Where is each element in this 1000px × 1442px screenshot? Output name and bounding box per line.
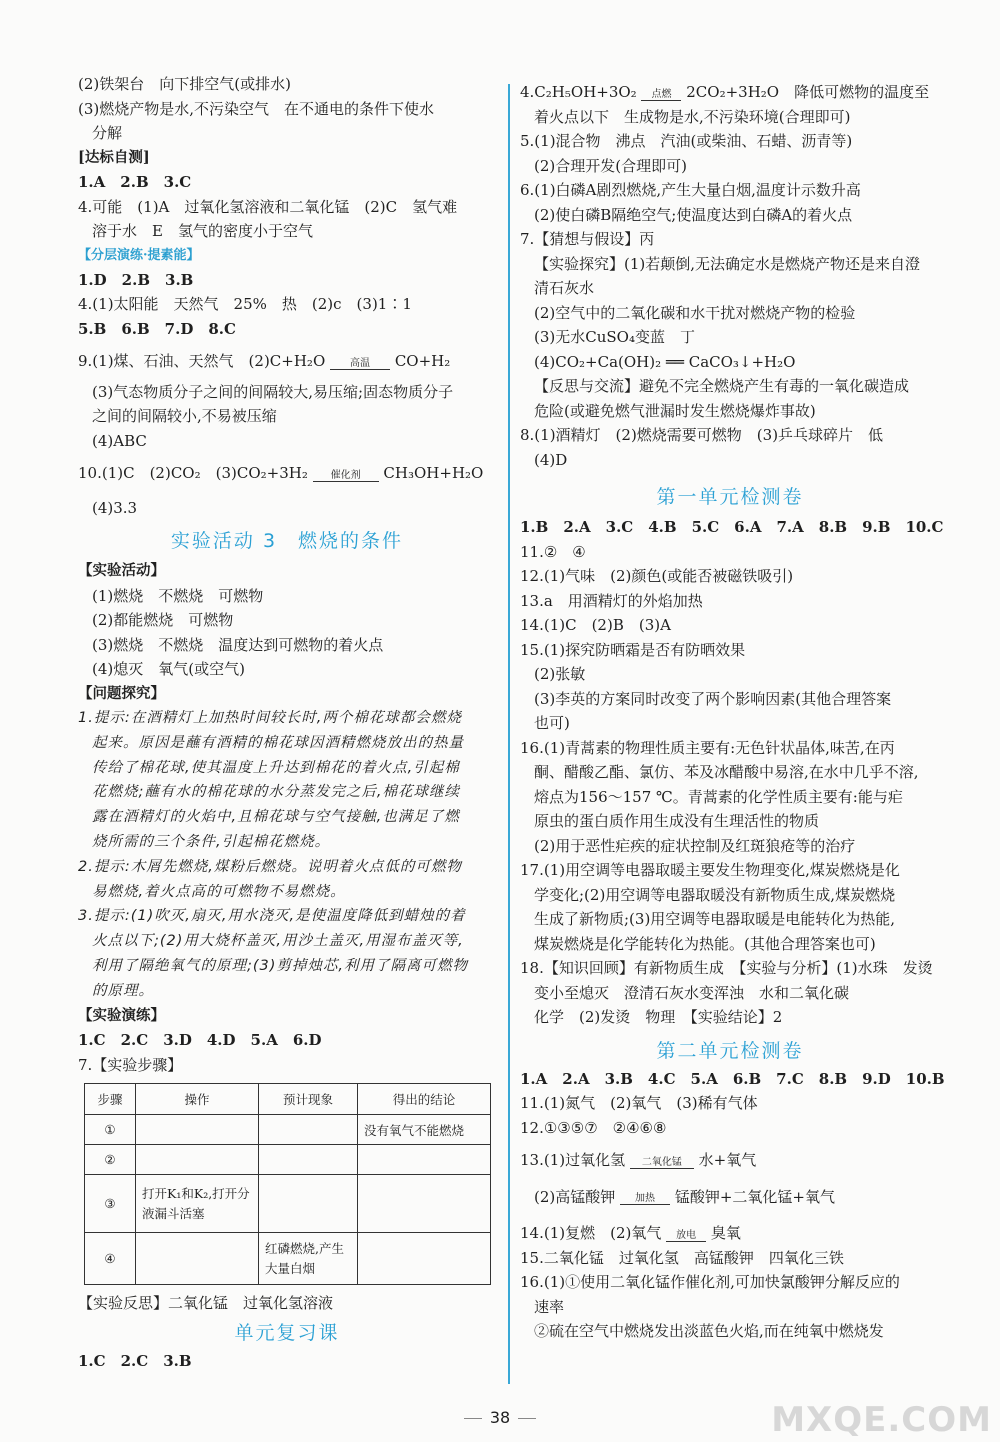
answer-line: (2)使白磷B隔绝空气;使温度达到白磷A的着火点 (534, 205, 853, 224)
answer-line: 危险(或避免燃气泄漏时发生燃烧爆炸事故) (534, 401, 816, 420)
section-title-review: 单元复习课 (234, 1321, 340, 1344)
formula-right: CH₃OH+H₂O (383, 464, 484, 482)
answer-line: 1.C 2.C 3.D 4.D 5.A 6.D (78, 1031, 322, 1050)
answer-line: (2)用于恶性疟疾的症状控制及红斑狼疮等的治疗 (534, 836, 856, 855)
answer-line: 7.【猜想与假设】丙 (520, 230, 655, 248)
answer-line: 5.(1)混合物 沸点 汽油(或柴油、石蜡、沥青等) (520, 132, 853, 150)
page-number-text: 38 (489, 1408, 511, 1427)
answer-line: 也可) (534, 714, 570, 732)
answer-q9 (78, 349, 496, 374)
table-cell (136, 1233, 259, 1285)
answer-line: 16.(1)①使用二氧化锰作催化剂,可加快氯酸钾分解反应的 (520, 1273, 900, 1291)
answer-line: (2)都能燃烧 可燃物 (92, 611, 234, 629)
table-cell (136, 1145, 259, 1175)
reaction-arrow (641, 90, 681, 105)
answer-line: (4)D (534, 450, 568, 469)
answer-line: 13.a 用酒精灯的外焰加热 (520, 591, 703, 610)
answer-line: 12.①③⑤⑦ ②④⑥⑧ (520, 1118, 667, 1137)
table-cell: ① (85, 1115, 136, 1145)
answer-q4 (520, 80, 940, 105)
section-label-wenti: 【问题探究】 (78, 684, 165, 702)
answer-line: 煤炭燃烧是化学能转化为热能。(其他合理答案也可) (534, 934, 876, 953)
handwritten-answer: 的原理。 (92, 982, 154, 999)
handwritten-answer: 3.提示:(1)吹灭,扇灭,用水浇灭,是使温度降低到蜡烛的着 (78, 908, 466, 925)
answer-line: 17.(1)用空调等电器取暖主要发生物理变化,煤炭燃烧是化 (520, 861, 900, 879)
answer-line: 清石灰水 (534, 279, 595, 297)
table-cell: 红磷燃烧,产生大量白烟 (259, 1233, 358, 1285)
formula-left: 4.C₂H₅OH+3O₂ (520, 83, 637, 101)
answer-line: (3)气态物质分子之间的间隔较大,易压缩;固态物质分子 (92, 382, 454, 401)
formula-left: 14.(1)复燃 (2)氧气 (520, 1224, 662, 1242)
answer-line: 化学 (2)发烫 物理 【实验结论】2 (534, 1008, 783, 1026)
answer-line: 5.B 6.B 7.D 8.C (78, 319, 236, 338)
table-cell (259, 1145, 358, 1175)
answer-line: 学变化;(2)用空调等电器取暖没有新物质生成,煤炭燃烧 (534, 885, 896, 904)
answer-line: 变小至熄灭 澄清石灰水变浑浊 水和二氧化碳 (534, 983, 850, 1002)
reaction-condition: 高温 (350, 357, 371, 369)
table-cell (358, 1233, 491, 1285)
reaction-arrow (666, 1231, 706, 1246)
left-column (78, 72, 496, 1373)
answer-q13b (520, 1185, 940, 1210)
handwritten-answer: 易燃烧,着火点高的可燃物不易燃烧。 (92, 883, 346, 900)
answer-line: (2)铁架台 向下排空气(或排水) (78, 75, 291, 93)
table-header: 步骤 (85, 1084, 136, 1115)
right-column (520, 72, 945, 1344)
answer-line: 8.(1)酒精灯 (2)燃烧需要可燃物 (3)乒乓球碎片 低 (520, 426, 884, 444)
reaction-condition: 放电 (676, 1229, 697, 1241)
table-header: 操作 (136, 1084, 259, 1115)
answer-line: ②硫在空气中燃烧发出淡蓝色火焰,而在纯氧中燃烧发 (534, 1322, 884, 1340)
table-cell (259, 1175, 358, 1233)
answer-q13a (520, 1148, 940, 1173)
answer-line: 4.(1)太阳能 天然气 25% 热 (2)c (3)1∶1 (78, 295, 412, 313)
answer-line: 原虫的蛋白质作用生成没有生理活性的物质 (534, 812, 820, 830)
answer-line: (4)3.3 (92, 498, 138, 517)
formula-left: (2)高锰酸钾 (534, 1187, 616, 1206)
answer-line: (3)李英的方案同时改变了两个影响因素(其他合理答案 (534, 689, 892, 708)
answer-line: 酮、醋酸乙酯、氯仿、苯及冰醋酸中易溶,在水中几乎不溶, (534, 763, 919, 781)
answer-line: 6.(1)白磷A剧烈燃烧,产生大量白烟,温度计示数升高 (520, 181, 861, 199)
answer-line: 熔点为156～157 ℃。青蒿素的化学性质主要有:能与疟 (534, 787, 903, 806)
answer-line: 之间的间隔较小,不易被压缩 (92, 407, 277, 425)
section-label-dabiao: [达标自测] (78, 148, 150, 166)
handwritten-answer: 传给了棉花球,使其温度上升达到棉花的着火点,引起棉 (92, 759, 460, 776)
answer-line: 1.D 2.B 3.B (78, 270, 194, 289)
column-divider (508, 84, 510, 1384)
formula-left: 9.(1)煤、石油、天然气 (2)C+H₂O (78, 352, 326, 370)
answer-line: 11.② ④ (520, 542, 586, 561)
experiment-table (84, 1083, 491, 1285)
handwritten-answer: 1.提示:在酒精灯上加热时间较长时,两个棉花球都会燃烧 (78, 710, 462, 726)
section-title-activity3: 实验活动 3 燃烧的条件 (170, 530, 404, 552)
answer-line: (1)燃烧 不燃烧 可燃物 (92, 586, 264, 605)
answer-line: 分解 (92, 124, 123, 142)
answer-line: (2)空气中的二氧化碳和水干扰对燃烧产物的检验 (534, 303, 856, 322)
answer-line: 11.(1)氮气 (2)氧气 (3)稀有气体 (520, 1094, 758, 1112)
answer-line: 15.(1)探究防晒霜是否有防晒效果 (520, 640, 746, 659)
table-cell (136, 1115, 259, 1145)
answer-line: 15.二氧化锰 过氧化氢 高锰酸钾 四氧化三铁 (520, 1248, 844, 1267)
answer-line: (4)熄灭 氧气(或空气) (92, 660, 245, 678)
handwritten-answer: 花燃烧;蘸有水的棉花球的水分蒸发完之后,棉花球继续 (92, 784, 460, 801)
answer-line: 7.【实验步骤】 (78, 1055, 183, 1074)
answer-line: 4.可能 (1)A 过氧化氢溶液和二氧化锰 (2)C 氢气难 (78, 197, 458, 216)
answer-line: (3)无水CuSO₄变蓝 丁 (534, 328, 695, 346)
section-title-unit1: 第一单元检测卷 (656, 486, 804, 508)
table-cell: 打开K₁和K₂,打开分液漏斗活塞 (136, 1175, 259, 1233)
answer-line: 着火点以下 生成物是水,不污染环境(合理即可) (534, 107, 851, 126)
reaction-arrow (313, 471, 379, 486)
table-cell: 没有氧气不能燃烧 (358, 1115, 491, 1145)
handwritten-answer: 利用了隔绝氧气的原理;(3)剪掉烛芯,利用了隔离可燃物 (92, 957, 469, 974)
table-cell (358, 1175, 491, 1233)
formula-right: CO+H₂ (394, 352, 451, 370)
reaction-condition: 二氧化锰 (641, 1156, 682, 1168)
formula-right: 水+氧气 (698, 1151, 757, 1169)
answer-line: 1.B 2.A 3.C 4.B 5.C 6.A 7.A 8.B 9.B 10.C (520, 518, 944, 536)
section-title-unit2: 第二单元检测卷 (656, 1039, 804, 1062)
formula-left: 10.(1)C (2)CO₂ (3)CO₂+3H₂ (78, 464, 308, 482)
formula-right: 锰酸钾+二氧化锰+氧气 (674, 1187, 835, 1206)
handwritten-answer: 2.提示:木屑先燃烧,煤粉后燃烧。说明着火点低的可燃物 (78, 858, 462, 875)
watermark-logo: MXQE.COM (771, 1400, 992, 1440)
reaction-arrow (630, 1158, 694, 1173)
answer-line: 14.(1)C (2)B (3)A (520, 616, 671, 634)
table-cell: ④ (85, 1233, 136, 1285)
table-header: 得出的结论 (358, 1084, 491, 1115)
answer-line: 16.(1)青蒿素的物理性质主要有:无色针状晶体,味苦,在丙 (520, 738, 895, 757)
answer-line: (4)CO₂+Ca(OH)₂ ══ CaCO₃↓+H₂O (534, 352, 796, 371)
reaction-condition: 加热 (635, 1193, 656, 1204)
reaction-condition: 催化剂 (330, 469, 361, 481)
table-header: 预计现象 (259, 1084, 358, 1115)
table-cell: ② (85, 1145, 136, 1175)
answer-line: 18.【知识回顾】有新物质生成 【实验与分析】(1)水珠 发烫 (520, 959, 933, 977)
answer-line: 【实验反思】二氧化锰 过氧化氢溶液 (78, 1294, 334, 1313)
answer-line: (2)合理开发(合理即可) (534, 156, 687, 175)
answer-line: (3)燃烧产物是水,不污染空气 在不通电的条件下使水 (78, 99, 435, 118)
answer-line: 1.C 2.C 3.B (78, 1351, 192, 1370)
formula-right: 臭氧 (710, 1224, 741, 1242)
formula-left: 13.(1)过氧化氢 (520, 1151, 626, 1169)
answer-line: (4)ABC (92, 431, 147, 450)
answer-line: 【反思与交流】避免不完全燃烧产生有毒的一氧化碳造成 (534, 377, 910, 395)
answer-line: 12.(1)气味 (2)颜色(或能否被磁铁吸引) (520, 567, 794, 585)
section-label-shiyan: 【实验活动】 (78, 562, 165, 579)
answer-line: 1.A 2.B 3.C (78, 173, 192, 191)
handwritten-answer: 露在酒精灯的火焰中,且棉花球与空气接触,也满足了燃 (92, 809, 460, 826)
answer-line: 溶于水 E 氢气的密度小于空气 (92, 222, 313, 240)
table-cell (259, 1115, 358, 1145)
answer-line: (2)张敏 (534, 665, 586, 683)
answer-q14 (520, 1221, 940, 1246)
answer-line: 1.A 2.A 3.B 4.C 5.A 6.B 7.C 8.B 9.D 10.B (520, 1069, 945, 1088)
handwritten-answer: 烧所需的三个条件,引起棉花燃烧。 (92, 833, 331, 850)
answer-q10 (78, 461, 496, 486)
answer-line: 生成了新物质;(3)用空调等电器取暖是电能转化为热能, (534, 910, 896, 928)
table-cell (358, 1145, 491, 1175)
handwritten-answer: 火点以下;(2)用大烧杯盖灭,用沙土盖灭,用湿布盖灭等, (92, 933, 464, 950)
table-cell: ③ (85, 1175, 136, 1233)
reaction-condition: 点燃 (651, 88, 672, 100)
answer-line: 【实验探究】(1)若颠倒,无法确定水是燃烧产物还是来自澄 (534, 254, 921, 273)
answer-line: 速率 (534, 1297, 565, 1316)
reaction-arrow (330, 359, 390, 374)
reaction-arrow (620, 1194, 670, 1209)
section-label-yanlian: 【实验演练】 (78, 1006, 165, 1024)
answer-line: (3)燃烧 不燃烧 温度达到可燃物的着火点 (92, 635, 384, 654)
section-label-fenceng: 【分层演练·提素能】 (78, 247, 200, 263)
handwritten-answer: 起来。原因是蘸有酒精的棉花球因酒精燃烧放出的热量 (92, 734, 464, 751)
formula-right: 2CO₂+3H₂O 降低可燃物的温度至 (686, 83, 930, 101)
